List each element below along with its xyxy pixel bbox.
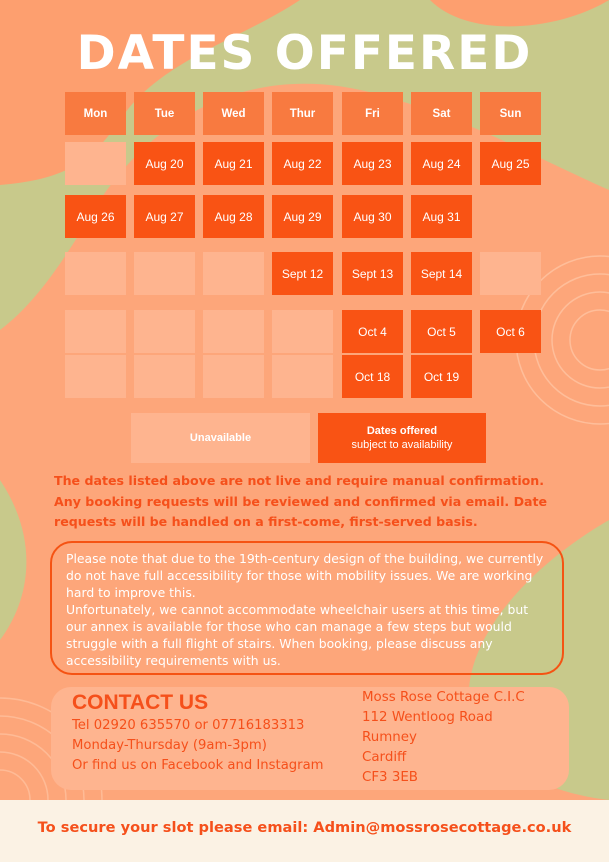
date-cell-offered[interactable]: Oct 4: [342, 310, 403, 353]
contact-hours: Monday-Thursday (9am-3pm): [72, 738, 267, 753]
date-cell-unavailable: [134, 252, 195, 295]
date-cell-offered[interactable]: Aug 31: [411, 195, 472, 238]
notice-line: Any booking requests will be reviewed and confirmed via email. Date: [54, 493, 548, 509]
date-cell-offered[interactable]: Sept 13: [342, 252, 403, 295]
date-cell-unavailable: [65, 355, 126, 398]
date-cell-offered[interactable]: Aug 21: [203, 142, 264, 185]
address-line: Cardiff: [362, 750, 407, 765]
booking-notice: [54, 471, 574, 533]
contact-phone[interactable]: Tel 02920 635570 or 07716183313: [72, 718, 305, 733]
date-cell-offered[interactable]: Aug 20: [134, 142, 195, 185]
date-cell-unavailable: [65, 252, 126, 295]
date-cell-offered[interactable]: Sept 12: [272, 252, 333, 295]
date-cell-offered[interactable]: Aug 24: [411, 142, 472, 185]
date-cell-offered[interactable]: Aug 28: [203, 195, 264, 238]
day-header: Mon: [65, 92, 126, 135]
date-cell-offered[interactable]: Aug 29: [272, 195, 333, 238]
day-header: Fri: [342, 92, 403, 135]
date-cell-unavailable: [203, 252, 264, 295]
legend-dates-offered: [318, 413, 486, 463]
date-cell-unavailable: [65, 310, 126, 353]
contact-social: Or find us on Facebook and Instagram: [72, 758, 324, 773]
address-line: CF3 3EB: [362, 770, 418, 785]
legend-offered-subtitle: subject to availability: [351, 439, 453, 451]
date-cell-offered[interactable]: Aug 26: [65, 195, 126, 238]
footer-email-cta[interactable]: To secure your slot please email: Admin@mossrosecottage.co.uk: [37, 819, 572, 836]
address-line: Rumney: [362, 730, 417, 745]
address-line: Moss Rose Cottage C.I.C: [362, 690, 525, 705]
date-cell-offered[interactable]: Aug 22: [272, 142, 333, 185]
date-cell-unavailable: [203, 355, 264, 398]
date-cell-offered[interactable]: Aug 27: [134, 195, 195, 238]
day-header: Wed: [203, 92, 264, 135]
date-cell-offered[interactable]: Oct 19: [411, 355, 472, 398]
date-cell-unavailable: [272, 310, 333, 353]
green-blob-left: [0, 480, 26, 640]
date-cell-offered[interactable]: Aug 23: [342, 142, 403, 185]
date-cell-unavailable: [65, 142, 126, 185]
accessibility-paragraph: Unfortunately, we cannot accommodate wheelchair users at this time, but our annex is available for those who can manage a few steps but would struggle with a full flight of stairs. When booking, please discuss any accessibility requirements with us.: [66, 602, 529, 668]
day-header: Tue: [134, 92, 195, 135]
legend-offered-title: Dates offered: [366, 425, 438, 437]
notice-line: The dates listed above are not live and require manual confirmation.: [54, 473, 545, 488]
date-cell-unavailable: [203, 310, 264, 353]
date-cell-offered[interactable]: Sept 14: [411, 252, 472, 295]
page-title: DATES OFFERED: [76, 26, 533, 81]
day-header: Thur: [272, 92, 333, 135]
date-cell-offered[interactable]: Aug 30: [342, 195, 403, 238]
date-cell-unavailable: [134, 355, 195, 398]
date-cell-offered[interactable]: Aug 25: [480, 142, 541, 185]
date-cell-unavailable: [480, 252, 541, 295]
accessibility-paragraph: Please note that due to the 19th-century design of the building, we currently do not have full accessibility for those with mobility issues. We are working hard to improve this.: [66, 551, 544, 600]
date-cell-offered[interactable]: Oct 18: [342, 355, 403, 398]
day-header: Sun: [480, 92, 541, 135]
date-cell-offered[interactable]: Oct 6: [480, 310, 541, 353]
notice-line: requests will be handled on a first-come, first-served basis.: [54, 514, 478, 529]
legend-unavailable: Unavailable: [131, 413, 310, 463]
accessibility-box: [50, 541, 564, 675]
date-cell-unavailable: [272, 355, 333, 398]
address-line: 112 Wentloog Road: [362, 710, 493, 725]
date-cell-unavailable: [134, 310, 195, 353]
contact-title: CONTACT US: [72, 691, 209, 714]
date-cell-offered[interactable]: Oct 5: [411, 310, 472, 353]
day-header: Sat: [411, 92, 472, 135]
